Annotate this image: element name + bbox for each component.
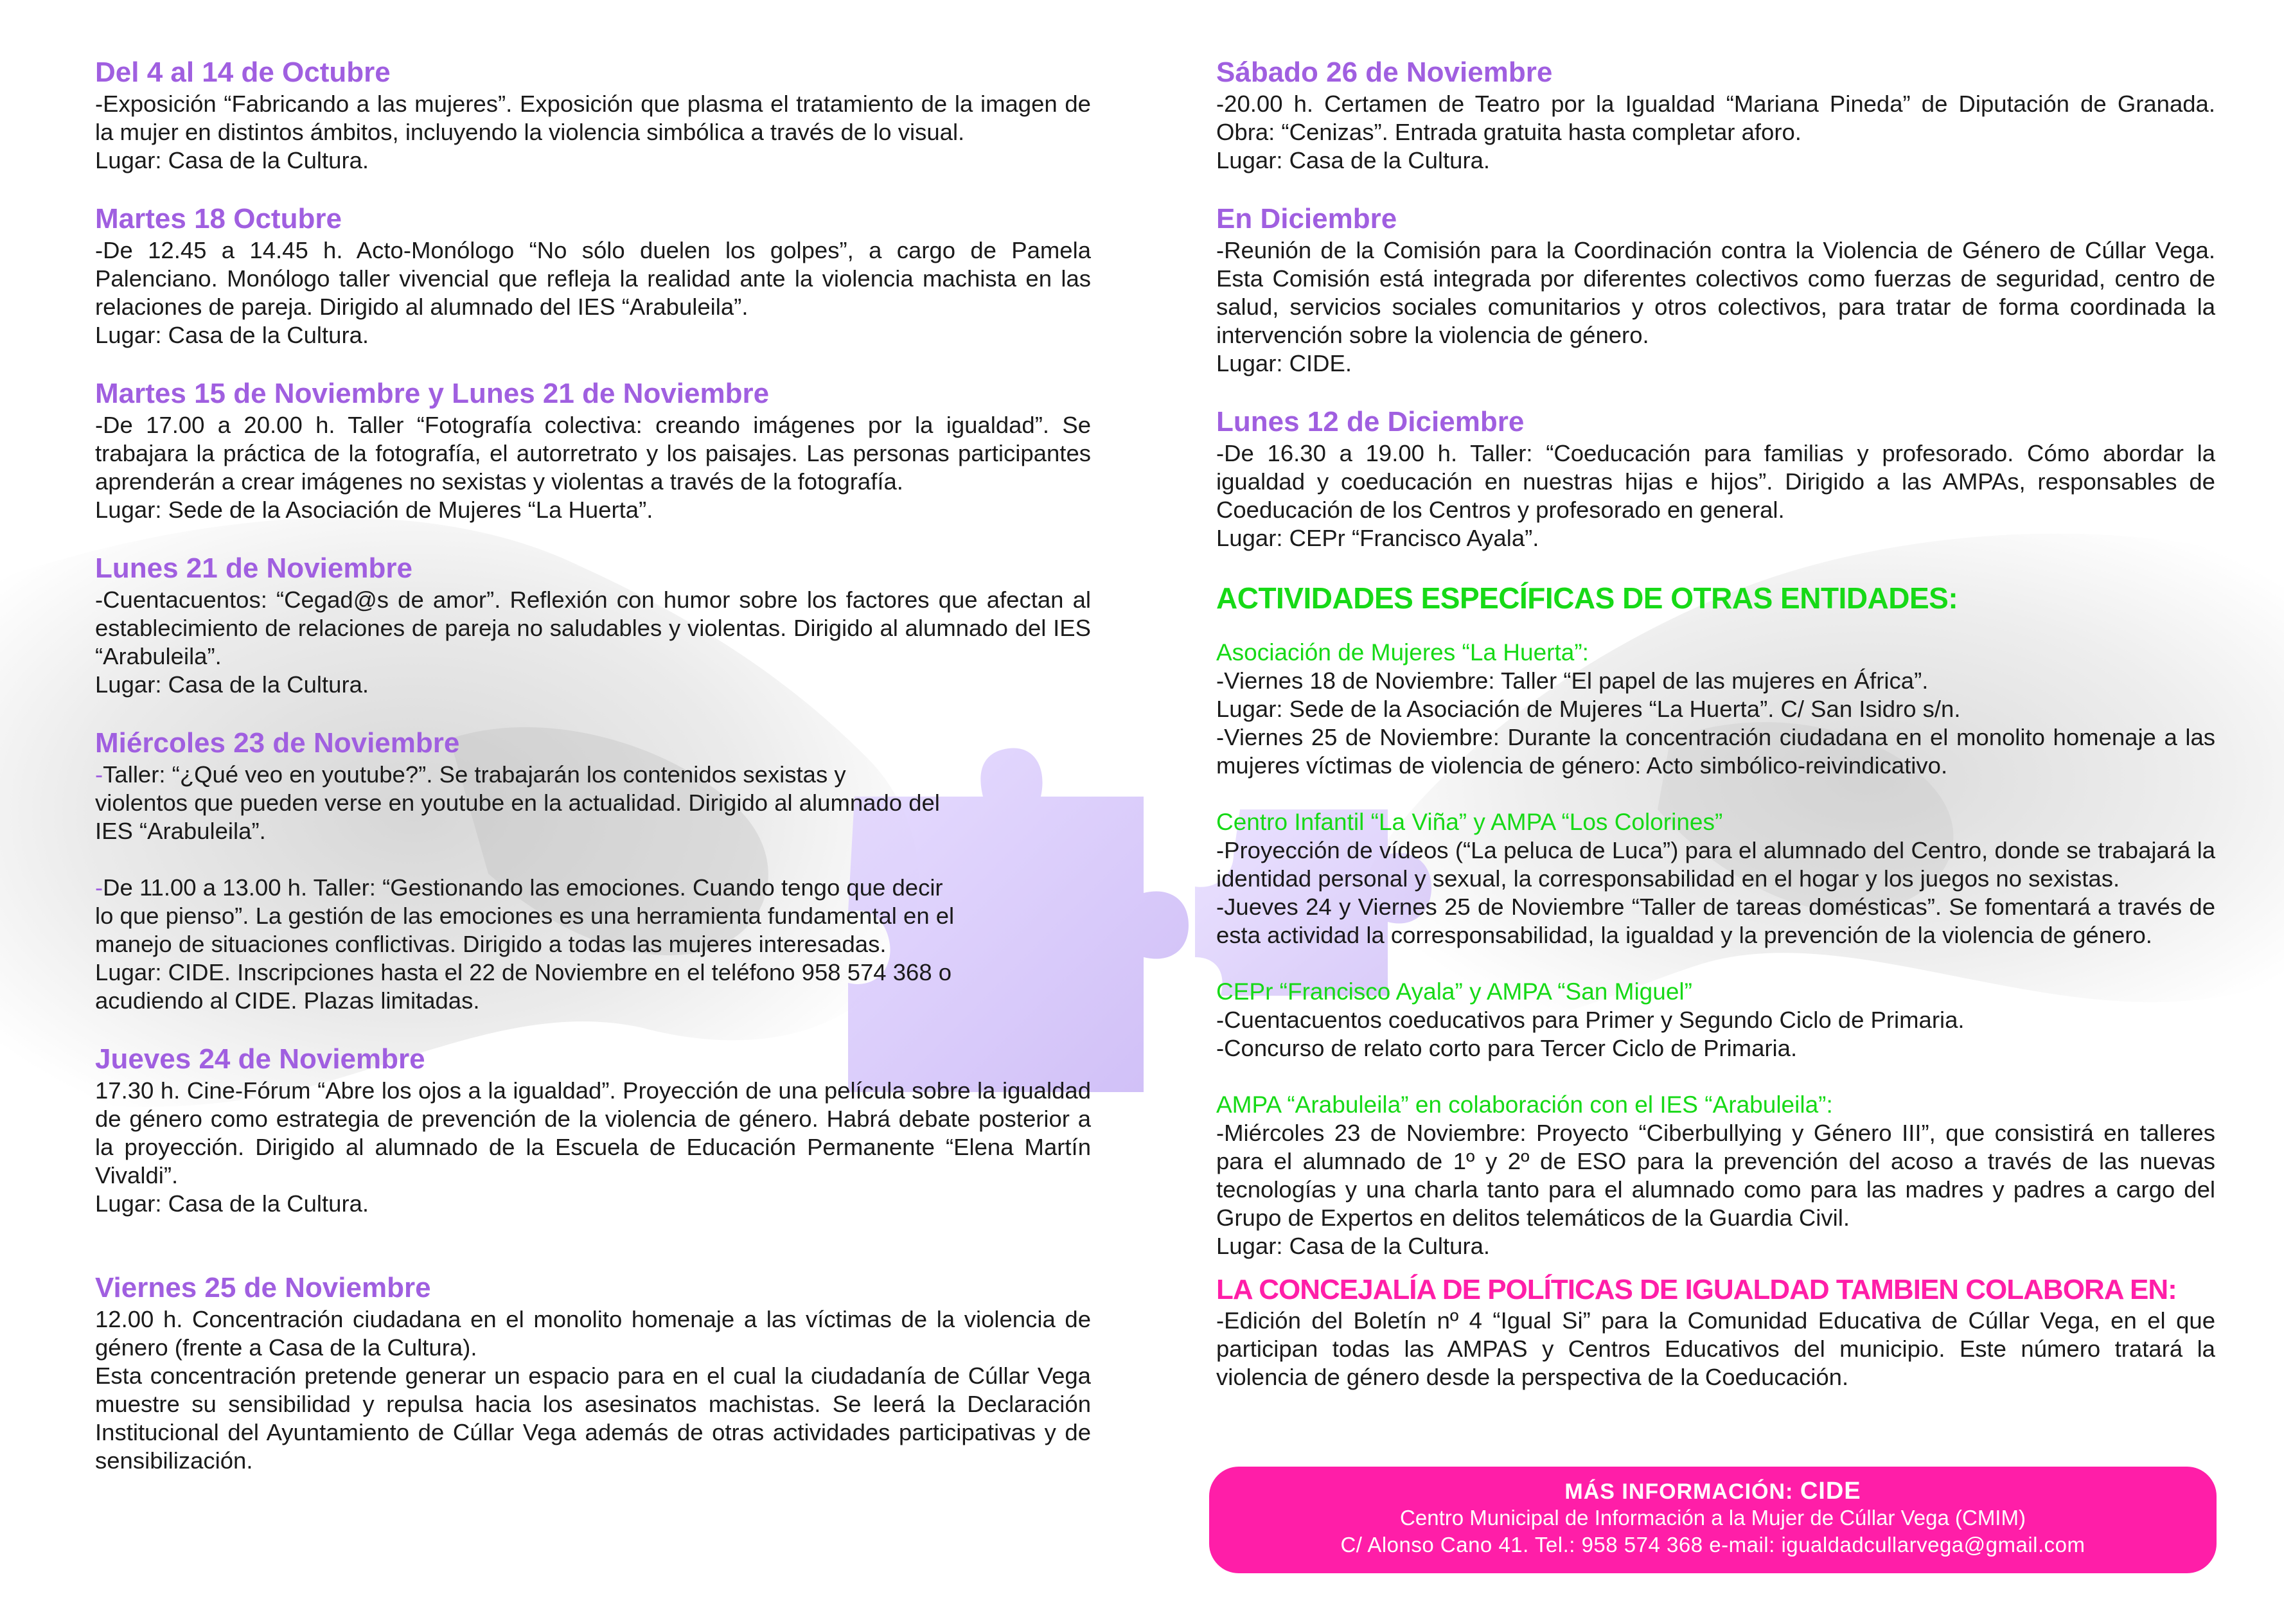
info-centre-name: Centro Municipal de Información a la Mujer de Cúllar Vega (CMIM) [1400,1506,2026,1530]
event-block [95,378,1091,524]
event-block [95,727,1091,1015]
event-block [1216,203,2215,378]
event-date: Martes 18 Octubre [95,203,342,234]
event-location: Lugar: Casa de la Cultura. [95,322,369,348]
event-description-2: Esta concentración pretende generar un espacio para en el cual la ciudadanía de Cúllar Vega muestre su sensibilidad y repulsa hacia los asesinatos machistas. Se leerá la Declaración Institucional del Ayuntamiento de Cúllar Vega además de otras actividades participativas y de sensibilización. [95,1363,1091,1474]
event-description: -De 16.30 a 19.00 h. Taller: “Coeducación para familias y profesorado. Cómo abordar la igualdad y coeducación en nuestras hijas e hijos”. Dirigido a las AMPAs, responsables de Coeducación de los Centros y profesorado en general. [1216,440,2215,523]
contact-info-box [1209,1467,2217,1573]
entity-line: Lugar: Casa de la Cultura. [1216,1233,1491,1259]
left-column [95,57,1091,1503]
event-date: Del 4 al 14 de Octubre [95,57,391,88]
event-date: Viernes 25 de Noviembre [95,1272,431,1303]
event-block [95,1043,1091,1218]
event-date: Sábado 26 de Noviembre [1216,57,1553,88]
concejalia-text: -Edición del Boletín nº 4 “Igual Si” para la Comunidad Educativa de Cúllar Vega, en el que participan todas las AMPAS y Centros Educativos del municipio. Este número tratará la violencia de género desde la perspectiva de la Coeducación. [1216,1307,2215,1390]
event-description: -De 12.45 a 14.45 h. Acto-Monólogo “No sólo duelen los golpes”, a cargo de Pamela Palenciano. Monólogo taller vivencial que refleja la realidad ante la violencia machista en las relaciones de pareja. Dirigido al alumnado del IES “Arabuleila”. [95,237,1091,320]
info-address[interactable]: C/ Alonso Cano 41. Tel.: 958 574 368 e-mail: igualdadcullarvega@gmail.com [1340,1533,2085,1557]
entity-line: -Viernes 25 de Noviembre: Durante la concentración ciudadana en el monolito homenaje a las mujeres víctimas de violencia de género: Acto simbólico-reivindicativo. [1216,724,2215,779]
event-block [1216,57,2215,175]
event-description: -20.00 h. Certamen de Teatro por la Igualdad “Mariana Pineda” de Diputación de Granada. Obra: “Cenizas”. Entrada gratuita hasta completar aforo. [1216,91,2215,145]
other-entities-heading: ACTIVIDADES ESPECÍFICAS DE OTRAS ENTIDADES: [1216,581,1958,615]
info-heading [1209,1478,2217,1505]
entity-line: -Proyección de vídeos (“La peluca de Luca”) para el alumnado del Centro, donde se trabajará la identidad personal y sexual, la corresponsabilidad en el hogar y los juegos no sexistas. [1216,837,2215,892]
dash-marker: - [95,874,103,901]
event-description: -Reunión de la Comisión para la Coordinación contra la Violencia de Género de Cúllar Vega. Esta Comisión está integrada por diferentes colectivos como fuerzas de seguridad, centro de salud, servicios sociales comunitarios y otros colectivos, para tratar de forma coordinada la intervención sobre la violencia de género. [1216,237,2215,348]
entity-block [1216,639,2215,780]
entity-block [1216,1091,2215,1260]
entity-line: -Concurso de relato corto para Tercer Ciclo de Primaria. [1216,1035,1798,1061]
event-location: Lugar: CEPr “Francisco Ayala”. [1216,525,1539,551]
event-description [95,761,943,845]
event-block [95,203,1091,349]
entity-title: Centro Infantil “La Viña” y AMPA “Los Colorines” [1216,809,1723,835]
event-date: Martes 15 de Noviembre y Lunes 21 de Noviembre [95,378,770,409]
entity-title: Asociación de Mujeres “La Huerta”: [1216,639,1589,666]
event-location: Lugar: Casa de la Cultura. [95,147,369,173]
event-description: -De 17.00 a 20.00 h. Taller “Fotografía colectiva: creando imágenes por la igualdad”. Se trabajara la práctica de la fotografía, el autorretrato y los paisajes. Las personas participantes aprenderán a crear imágenes no sexistas y violentas a través de la fotografía. [95,412,1091,495]
right-column [1216,57,2215,1391]
event-block [1216,406,2215,552]
event-date: Jueves 24 de Noviembre [95,1043,425,1075]
event-location: Lugar: Casa de la Cultura. [95,671,369,698]
entity-line: -Viernes 18 de Noviembre: Taller “El papel de las mujeres en África”. [1216,667,1929,694]
event-location: Lugar: CIDE. [1216,350,1352,376]
event-location: Lugar: Casa de la Cultura. [1216,147,1491,173]
entity-title: CEPr “Francisco Ayala” y AMPA “San Miguel” [1216,978,1692,1005]
event-description-text: Taller: “¿Qué veo en youtube?”. Se trabajarán los contenidos sexistas y violentos que pueden verse en youtube en la actualidad. Dirigido al alumnado del IES “Arabuleila”. [95,761,940,844]
event-date: Lunes 12 de Diciembre [1216,406,1525,437]
entity-line: -Jueves 24 y Viernes 25 de Noviembre “Taller de tareas domésticas”. Se fomentará a través de esta actividad la corresponsabilidad, la igualdad y la prevención de la violencia de género. [1216,894,2215,948]
entity-line: -Cuentacuentos coeducativos para Primer y Segundo Ciclo de Primaria. [1216,1007,1965,1033]
event-block [95,1272,1091,1475]
event-description: 12.00 h. Concentración ciudadana en el monolito homenaje a las víctimas de la violencia de género (frente a Casa de la Cultura). [95,1306,1091,1361]
entity-block [1216,808,2215,949]
event-date: En Diciembre [1216,203,1397,234]
concejalia-heading: LA CONCEJALÍA DE POLÍTICAS DE IGUALDAD TAMBIEN COLABORA EN: [1216,1274,2177,1305]
event-block [95,57,1091,175]
event-block [95,552,1091,699]
event-description: -Cuentacuentos: “Cegad@s de amor”. Reflexión con humor sobre los factores que afectan al establecimiento de relaciones de pareja no saludables y violentas. Dirigido al alumnado del IES “Arabuleila”. [95,587,1091,669]
entity-line: -Miércoles 23 de Noviembre: Proyecto “Ciberbullying y Género III”, que consistirá en talleres para el alumnado de 1º y 2º de ESO para la prevención del acoso a través de las nuevas tecnologías y una charla tanto para el alumnado como para las madres y padres a cargo del Grupo de Expertos en delitos telemáticos de la Guardia Civil. [1216,1120,2215,1231]
info-label: MÁS INFORMACIÓN: [1564,1479,1794,1504]
entity-block [1216,978,2215,1063]
event-location: Lugar: Casa de la Cultura. [95,1190,369,1217]
event-location: Lugar: CIDE. Inscripciones hasta el 22 de Noviembre en el teléfono 958 574 368 o acudiendo al CIDE. Plazas limitadas. [95,959,952,1014]
event-description-text: De 11.00 a 13.00 h. Taller: “Gestionando las emociones. Cuando tengo que decir lo que pienso”. La gestión de las emociones es una herramienta fundamental en el manejo de situaciones conflictivas. Dirigido a todas las mujeres interesadas. [95,874,955,957]
event-description-2 [95,874,962,958]
event-date: Miércoles 23 de Noviembre [95,727,460,759]
event-location: Lugar: Sede de la Asociación de Mujeres “La Huerta”. [95,497,653,523]
event-description: 17.30 h. Cine-Fórum “Abre los ojos a la igualdad”. Proyección de una película sobre la igualdad de género como estrategia de prevención de la violencia de género. Habrá debate posterior a la proyección. Dirigido al alumnado de la Escuela de Educación Permanente “Elena Martín Vivaldi”. [95,1077,1091,1188]
entity-title: AMPA “Arabuleila” en colaboración con el IES “Arabuleila”: [1216,1091,1833,1118]
dash-marker: - [95,761,103,788]
event-description: -Exposición “Fabricando a las mujeres”. Exposición que plasma el tratamiento de la imagen de la mujer en distintos ámbitos, incluyendo la violencia simbólica a través de lo visual. [95,91,1091,145]
entity-line: Lugar: Sede de la Asociación de Mujeres “La Huerta”. C/ San Isidro s/n. [1216,696,1961,722]
cide-brand: CIDE [1800,1478,1861,1505]
event-date: Lunes 21 de Noviembre [95,552,412,584]
